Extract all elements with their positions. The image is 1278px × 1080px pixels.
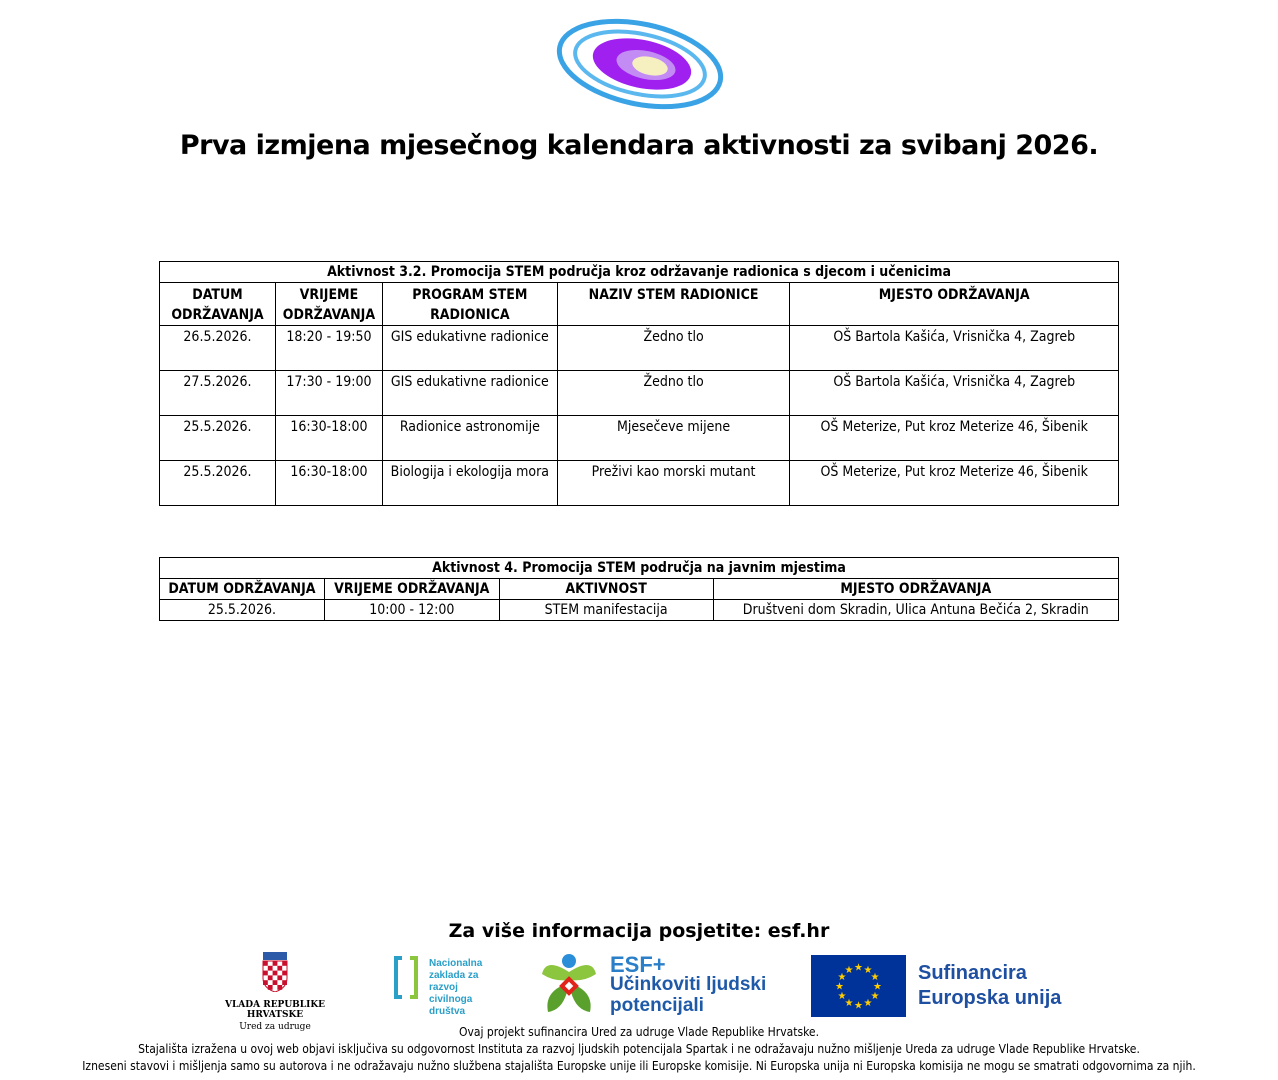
eu-star-icon: ★ bbox=[870, 991, 880, 1002]
table-cell: Mjesečeve mijene bbox=[557, 416, 790, 461]
table-cell: 26.5.2026. bbox=[160, 326, 276, 371]
table-cell: Preživi kao morski mutant bbox=[557, 461, 790, 506]
table-cell: 25.5.2026. bbox=[160, 416, 276, 461]
gov-logo bbox=[205, 952, 345, 1032]
more-info-text: Za više informacija posjetite: esf.hr bbox=[448, 920, 830, 942]
table-cell: 16:30-18:00 bbox=[275, 461, 382, 506]
nz-line: razvoj bbox=[429, 982, 458, 993]
table-cell: GIS edukativne radionice bbox=[382, 371, 557, 416]
table-cell: 16:30-18:00 bbox=[275, 416, 382, 461]
table-cell: Žedno tlo bbox=[557, 371, 790, 416]
esf-plus-text: ESF+ bbox=[610, 952, 666, 977]
table-cell: 10:00 - 12:00 bbox=[324, 600, 499, 621]
nz-logo bbox=[392, 955, 502, 1020]
table-cell: 17:30 - 19:00 bbox=[275, 371, 382, 416]
table-cell: 25.5.2026. bbox=[160, 600, 325, 621]
nz-line: Nacionalna bbox=[429, 958, 483, 969]
column-header: DATUM ODRŽAVANJA bbox=[160, 283, 276, 326]
table-cell: GIS edukativne radionice bbox=[382, 326, 557, 371]
eu-star-icon: ★ bbox=[873, 981, 882, 993]
eu-star-icon: ★ bbox=[870, 972, 880, 983]
column-header: MJESTO ODRŽAVANJA bbox=[713, 579, 1118, 600]
table-cell: 27.5.2026. bbox=[160, 371, 276, 416]
nz-line: civilnoga bbox=[429, 994, 473, 1005]
table-cell: Biologija i ekologija mora bbox=[382, 461, 557, 506]
activity-3-2-table bbox=[159, 261, 1119, 506]
column-header: NAZIV STEM RADIONICE bbox=[557, 283, 790, 326]
bracket-icon bbox=[392, 955, 420, 1000]
table-row bbox=[160, 326, 1119, 371]
table-cell: 25.5.2026. bbox=[160, 461, 276, 506]
table-row bbox=[160, 461, 1119, 506]
table-cell: OŠ Bartola Kašića, Vrisnička 4, Zagreb bbox=[790, 371, 1119, 416]
eu-star-icon: ★ bbox=[837, 972, 847, 983]
eu-text bbox=[918, 961, 1061, 1011]
spiral-logo-icon bbox=[554, 14, 726, 114]
disclaimer-line: Izneseni stavovi i mišljenja samo su autorova i ne odražavaju nužno službena stajališta Europske unije ili Europske komisije. Ni Europska unija ni Europska komisija ne mogu se smatrati odgovornima za njih. bbox=[82, 1059, 1196, 1073]
eu-star-icon: ★ bbox=[863, 965, 873, 977]
table-cell: Društveni dom Skradin, Ulica Antuna Bečića 2, Skradin bbox=[713, 600, 1118, 621]
column-header: MJESTO ODRŽAVANJA bbox=[790, 283, 1119, 326]
eu-flag-icon bbox=[811, 955, 906, 1017]
column-header: DATUM ODRŽAVANJA bbox=[160, 579, 325, 600]
gov-sub: Ured za udruge bbox=[239, 1022, 311, 1032]
table-cell: Radionice astronomije bbox=[382, 416, 557, 461]
column-header: PROGRAM STEM RADIONICA bbox=[382, 283, 557, 326]
nz-line: zaklada za bbox=[429, 970, 479, 981]
esf-text bbox=[610, 974, 766, 1016]
nz-line: društva bbox=[429, 1006, 466, 1017]
column-header: VRIJEME ODRŽAVANJA bbox=[324, 579, 499, 600]
gov-name: VLADA REPUBLIKE HRVATSKE bbox=[225, 1000, 325, 1020]
table-cell: OŠ Bartola Kašića, Vrisnička 4, Zagreb bbox=[790, 326, 1119, 371]
eu-star-icon: ★ bbox=[844, 997, 854, 1009]
eu-logo bbox=[811, 955, 1111, 1017]
esf-line: potencijali bbox=[610, 995, 704, 1016]
column-header: VRIJEME ODRŽAVANJA bbox=[275, 283, 382, 326]
table-cell: Žedno tlo bbox=[557, 326, 790, 371]
table-cell: STEM manifestacija bbox=[499, 600, 713, 621]
eu-star-icon: ★ bbox=[863, 997, 873, 1009]
column-header: AKTIVNOST bbox=[499, 579, 713, 600]
nz-text bbox=[429, 958, 482, 1018]
eu-star-icon: ★ bbox=[854, 962, 863, 974]
disclaimer-line: Ovaj projekt sufinancira Ured za udruge Vlade Republike Hrvatske. bbox=[458, 1025, 819, 1039]
table-row bbox=[160, 416, 1119, 461]
table-row bbox=[160, 600, 1119, 621]
croatian-crest-icon bbox=[260, 952, 290, 992]
disclaimer-line: Stajališta izražena u ovoj web objavi isključiva su odgovornost Instituta za razvoj ljudskih potencijala Spartak i ne odražavaju nužno mišljenje Ureda za udruge Vlade Republike Hrvatske. bbox=[138, 1042, 1140, 1056]
eu-line: Sufinancira bbox=[918, 962, 1027, 984]
eu-line: Europska unija bbox=[918, 987, 1062, 1009]
table-cell: 18:20 - 19:50 bbox=[275, 326, 382, 371]
esf-line: Učinkoviti ljudski bbox=[610, 974, 767, 995]
disclaimer bbox=[0, 1024, 1278, 1075]
table-caption: Aktivnost 4. Promocija STEM područja na javnim mjestima bbox=[160, 558, 1119, 579]
esf-flower-icon bbox=[536, 952, 602, 1018]
eu-star-icon: ★ bbox=[854, 1000, 863, 1012]
table-caption: Aktivnost 3.2. Promocija STEM područja kroz održavanje radionica s djecom i učenicima bbox=[160, 262, 1119, 283]
table-cell: OŠ Meterize, Put kroz Meterize 46, Šibenik bbox=[790, 461, 1119, 506]
table-row bbox=[160, 371, 1119, 416]
esf-logo bbox=[536, 952, 776, 1020]
eu-star-icon: ★ bbox=[837, 991, 847, 1002]
eu-star-icon: ★ bbox=[835, 981, 844, 993]
page-title: Prva izmjena mjesečnog kalendara aktivnosti za svibanj 2026. bbox=[179, 130, 1099, 161]
activity-4-table bbox=[159, 557, 1119, 621]
eu-star-icon: ★ bbox=[844, 965, 854, 977]
table-cell: OŠ Meterize, Put kroz Meterize 46, Šibenik bbox=[790, 416, 1119, 461]
